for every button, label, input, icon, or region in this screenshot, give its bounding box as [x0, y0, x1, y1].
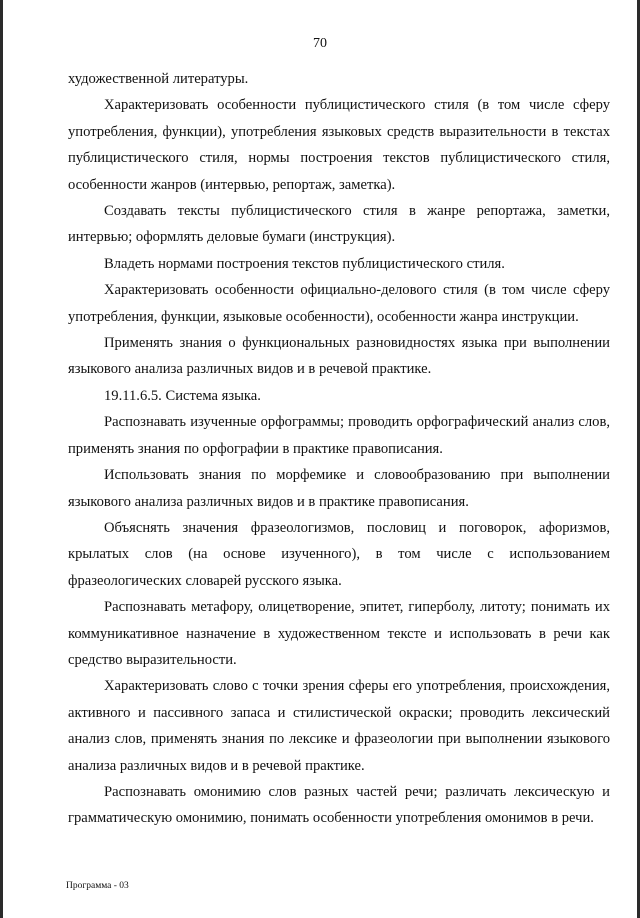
paragraph-homonymy: Распознавать омонимию слов разных частей речи; различать лексическую и грамматическую омонимию, понимать особенности употребления омонимов в речи. [68, 783, 610, 827]
footer-program-label: Программа - 03 [66, 881, 129, 891]
paragraph-metaphor: Распознавать метафору, олицетворение, эпитет, гиперболу, литоту; понимать их коммуникативное назначение в художественном тексте и использовать в речи как средство выразительности. [68, 599, 610, 668]
paragraph-official-style: Характеризовать особенности официально-делового стиля (в том числе сферу употребления, функции, языковые особенности), особенности жанра инструкции. [68, 282, 610, 325]
paragraph-continuation: художественной литературы. [68, 71, 249, 87]
body-text [68, 66, 610, 832]
paragraph-phraseology: Объяснять значения фразеологизмов, пословиц и поговорок, афоризмов, крылатых слов (на основе изученного), в том числе с использованием фразеологических словарей русского языка. [68, 519, 610, 589]
paragraph-create-texts: Создавать тексты публицистического стиля в жанре репортажа, заметки, интервью; оформлять деловые бумаги (инструкция). [68, 203, 610, 246]
page-number: 70 [313, 36, 327, 51]
scan-edge-left [0, 0, 3, 918]
paragraph-norms: Владеть нормами построения текстов публицистического стиля. [104, 255, 505, 272]
paragraph-functional-varieties: Применять знания о функциональных разновидностях языка при выполнении языкового анализа различных видов и в речевой практике. [68, 335, 610, 378]
paragraph-publicistic-style: Характеризовать особенности публицистического стиля (в том числе сферу употребления, функции), употребления языковых средств выразительности в текстах публицистического стиля, нормы построения текстов публицистического стиля, особенности жанров (интервью, репортаж, заметка). [68, 97, 610, 193]
paragraph-morphemics: Использовать знания по морфемике и словообразованию при выполнении языкового анализа различных видов и в практике правописания. [68, 467, 610, 510]
paragraph-word-characterization: Характеризовать слово с точки зрения сферы его употребления, происхождения, активного и пассивного запаса и стилистической окраски; проводить лексический анализ слов, применять знания по лексике и фразеологии при выполнении языкового анализа различных видов и в речевой практике. [68, 678, 610, 774]
section-heading: 19.11.6.5. Система языка. [104, 387, 261, 404]
paragraph-orthograms: Распознавать изученные орфограммы; проводить орфографический анализ слов, применять знания по орфографии в практике правописания. [68, 414, 610, 457]
